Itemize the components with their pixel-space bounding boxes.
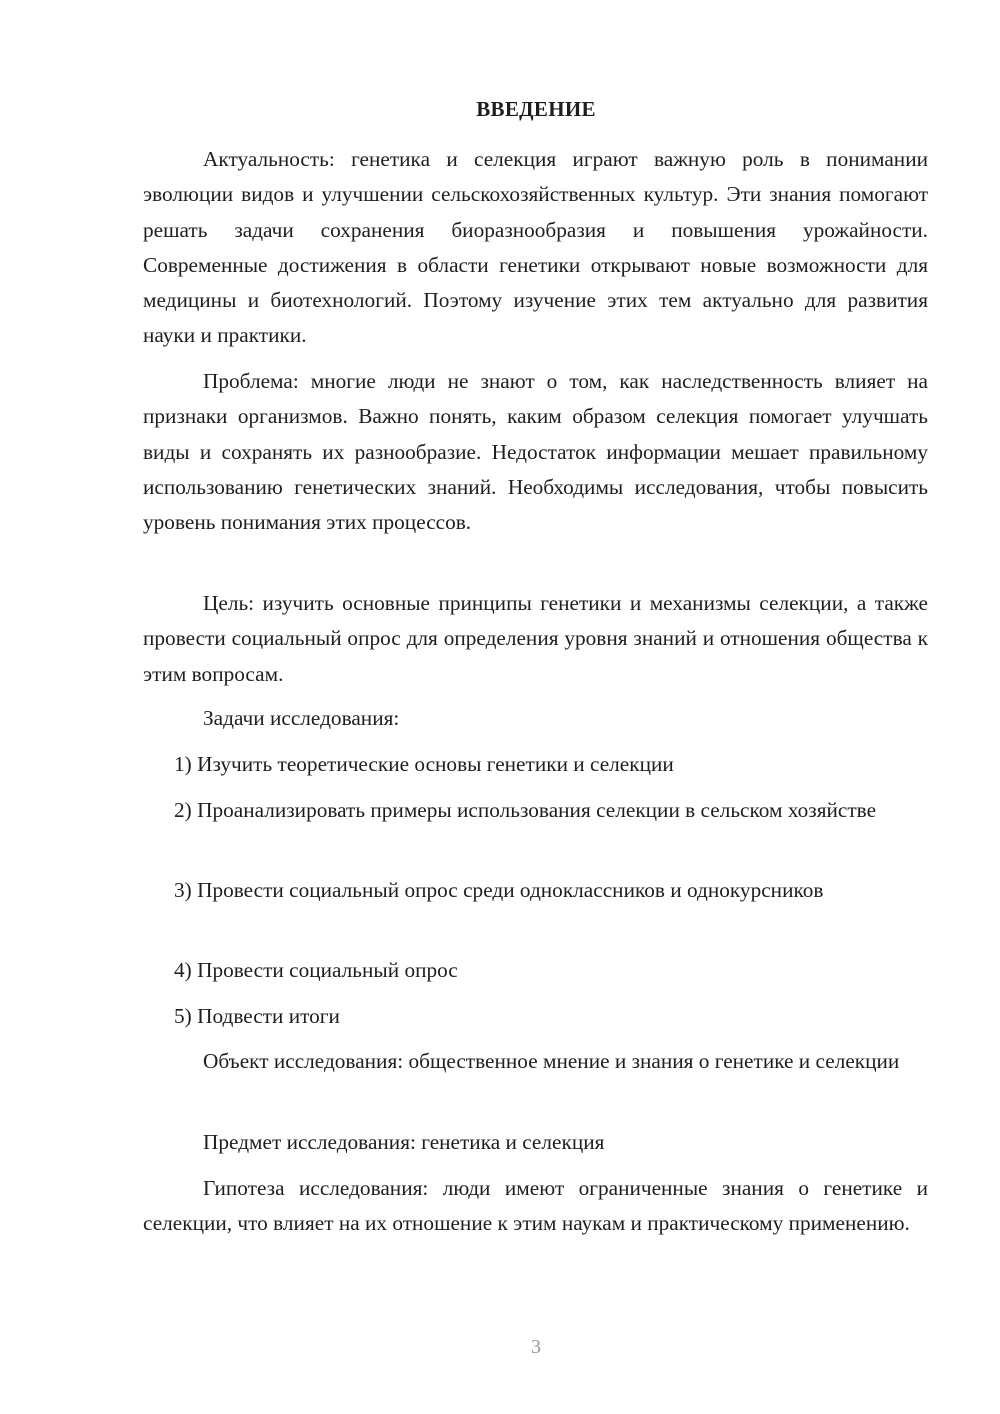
task-item-1: 1) Изучить теоретические основы генетики и селекции: [174, 752, 674, 776]
tasks-title: Задачи исследования:: [203, 706, 400, 730]
subject-paragraph: Предмет исследования: генетика и селекция: [203, 1130, 605, 1154]
task-item-3: 3) Провести социальный опрос среди одноклассников и однокурсников: [174, 878, 824, 902]
task-item-4: 4) Провести социальный опрос: [174, 958, 458, 982]
section-heading: ВВЕДЕНИЕ: [476, 97, 596, 121]
goal-paragraph: Цель: изучить основные принципы генетики и механизмы селекции, а также провести социальный опрос для определения уровня знаний и отношения общества к этим вопросам.: [143, 591, 928, 686]
task-item-2: 2) Проанализировать примеры использования селекции в сельском хозяйстве: [174, 798, 877, 822]
hypothesis-paragraph: Гипотеза исследования: люди имеют ограниченные знания о генетике и селекции, что влияет на их отношение к этим наукам и практическому применению.: [143, 1176, 928, 1236]
relevance-paragraph: Актуальность: генетика и селекция играют важную роль в понимании эволюции видов и улучшении сельскохозяйственных культур. Эти знания помогают решать задачи сохранения биоразнообразия и повышения урожайности. Современные достижения в области генетики открывают новые возможности для медицины и биотехнологий. Поэтому изучение этих тем актуально для развития науки и практики.: [143, 147, 928, 348]
task-item-5: 5) Подвести итоги: [174, 1004, 340, 1028]
problem-paragraph: Проблема: многие люди не знают о том, как наследственность влияет на признаки организмов. Важно понять, каким образом селекция помогает улучшать виды и сохранять их разнообразие. Недостаток информации мешает правильному использованию генетических знаний. Необходимы исследования, чтобы повысить уровень понимания этих процессов.: [143, 369, 928, 535]
object-paragraph: Объект исследования: общественное мнение и знания о генетике и селекции: [203, 1049, 900, 1073]
page-number: 3: [531, 1336, 541, 1358]
